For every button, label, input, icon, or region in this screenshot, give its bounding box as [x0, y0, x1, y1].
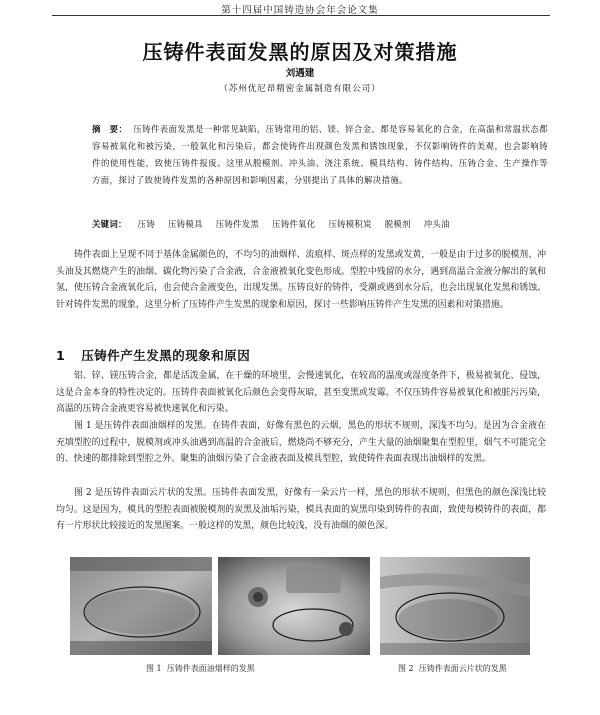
header-rule — [52, 15, 550, 16]
author-affiliation: （苏州优尼昂精密金属制造有限公司） — [219, 84, 381, 94]
figure-1-caption-text: 压铸件表面油烟样的发黑 — [166, 664, 255, 673]
figure-1-label: 图 1 — [146, 664, 162, 673]
keyword: 压铸模积炭 — [328, 219, 372, 229]
figure-1-photo-a — [70, 557, 212, 655]
figure-2-caption — [398, 663, 507, 674]
keyword: 压铸件发黑 — [215, 219, 260, 229]
author-name: 刘遇建 — [285, 68, 315, 79]
figure-1-photo-b — [218, 557, 370, 655]
abstract-text: 压铸件表面发黑是一种常见缺陷，压铸常用的铝、镁、锌合金，都是容易氧化的合金，在高温和常温状态都容易被氧化和被污染，一般氧化和污染后，都会使铸件出现颜色发黑和锈蚀现象，不仅影响铸件的美观，也会影响铸件的使用性能，致使压铸件报废。这里从脱模剂、冲头油、浇注系统、模具结构、铸件结构、压铸合金、生产操作等方面，探讨了致使铸件发黑的各种原因和影响因素，分别提出了具体的解决措施。 — [92, 124, 549, 185]
figure-2-label: 图 2 — [398, 664, 414, 673]
section-number: 1 — [56, 348, 66, 363]
keyword: 压铸件氧化 — [272, 219, 316, 229]
body-paragraph: 图 1 是压铸件表面油烟样的发黑。在铸件表面，好像有黑色的云烟，黑色的形状不规则，深浅不均匀。是因为合金液在充填型腔的过程中，脱模剂或冲头油遇到高温的合金液后，燃烧尚不够充分，产生大量的油烟聚集在型腔里，烟气不可能完全的、快速的都排除到型腔之外。聚集的油烟污染了合金液表面及模具型腔，致使铸件表面表现出油烟样的发黑。 — [56, 421, 546, 465]
running-head: 第十四届中国铸造协会年会论文集 — [221, 5, 379, 16]
section-heading — [56, 346, 250, 364]
intro-paragraph: 铸件表面上呈现不同于基体金属颜色的，不均匀的油烟样、流痕样、斑点样的发黑或发黄，一般是由于过多的脱模剂、冲头油及其燃烧产生的油烟、碳化物污染了合金液，合金液被氧化变色形成。型腔中残留的水分，遇到高温合金液分解出的氧和氢，使压铸合金液氧化后，也会使合金液变色，出现发黑。压铸良好的铸件，受潮或遇到水分后，也会出现氧化发黑和锈蚀。针对铸件发黑的现象，这里分析了压铸件产生发黑的现象和原因，探讨一些影响压铸件产生发黑的因素和对策措施。 — [56, 250, 546, 310]
keywords-label: 关键词： — [92, 219, 127, 229]
abstract — [92, 121, 548, 189]
keyword: 压铸 — [137, 219, 156, 229]
keyword: 压铸模具 — [168, 219, 203, 229]
section-title: 压铸件产生发黑的现象和原因 — [81, 348, 251, 363]
keyword: 冲头油 — [423, 219, 450, 229]
keywords — [92, 218, 548, 230]
abstract-label: 摘 要： — [92, 124, 128, 134]
figure-1-caption — [146, 663, 255, 674]
body-paragraph: 铝、锌、镁压铸合金，都是活泼金属，在干燥的环境里，会慢速氧化，在较高的温度或湿度条件下，极易被氧化、侵蚀，这是合金本身的特性决定的。压铸件表面被氧化后颜色会变得灰暗，甚至变黑或发霉。不仅压铸件容易被氧化和被脏污污染，高温的压铸合金液更容易被快速氧化和污染。 — [56, 371, 546, 415]
body-paragraph: 图 2 是压铸件表面云片状的发黑。压铸件表面发黑，好像有一朵云片一样，黑色的形状不规则，但黑色的颜色深浅比较均匀。这是因为，模具的型腔表面被脱模剂的炭黑及油垢污染，模具表面的炭黑印染到铸件的表面，致使每模铸件的表面，都有一片形状比较接近的发黑图案。一般这样的发黑，颜色比较浅，没有油烟的颜色深。 — [56, 488, 546, 532]
figure-2-caption-text: 压铸件表面云片状的发黑 — [418, 664, 507, 673]
figure-2-photo — [380, 557, 530, 655]
keyword: 脱模剂 — [384, 219, 411, 229]
paper-title: 压铸件表面发黑的原因及对策措施 — [142, 40, 458, 64]
